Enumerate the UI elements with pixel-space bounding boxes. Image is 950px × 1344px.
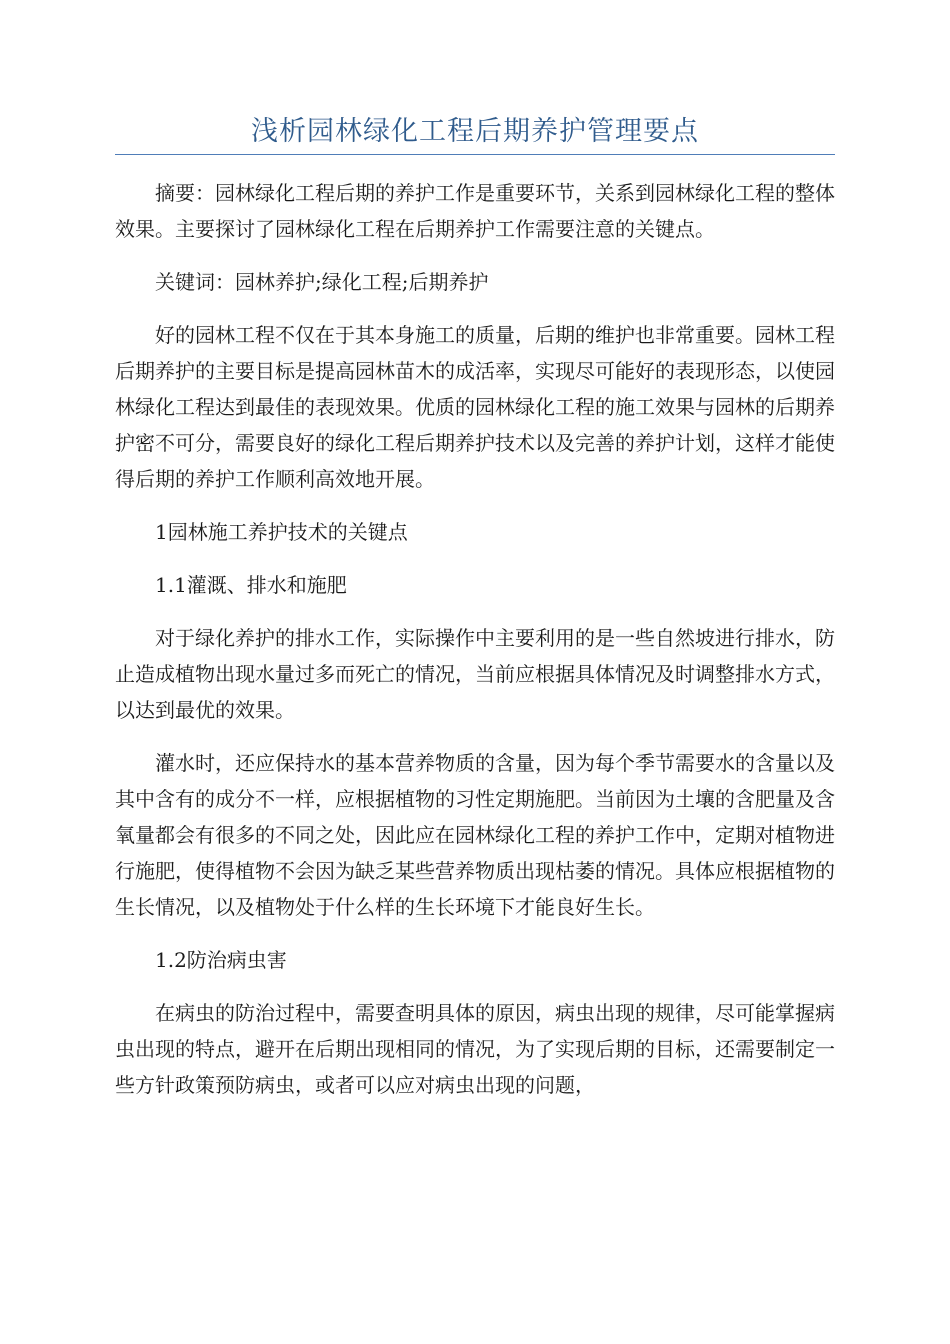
body-paragraph: 对于绿化养护的排水工作，实际操作中主要利用的是一些自然坡进行排水，防止造成植物出现水量过多而死亡的情况，当前应根据具体情况及时调整排水方式，以达到最优的效果。 xyxy=(115,626,835,722)
keywords-paragraph: 关键词：园林养护;绿化工程;后期养护 xyxy=(155,270,489,294)
subsection-heading-1-1: 1.1灌溉、排水和施肥 xyxy=(155,573,347,597)
abstract-paragraph: 摘要：园林绿化工程后期的养护工作是重要环节，关系到园林绿化工程的整体效果。主要探讨了园林绿化工程在后期养护工作需要注意的关键点。 xyxy=(115,181,835,241)
body-paragraph: 灌水时，还应保持水的基本营养物质的含量，因为每个季节需要水的含量以及其中含有的成分不一样，应根据植物的习性定期施肥。当前因为土壤的含肥量及含氧量都会有很多的不同之处，因此应在园林绿化工程的养护工作中，定期对植物进行施肥，使得植物不会因为缺乏某些营养物质出现枯萎的情况。具体应根据植物的生长情况，以及植物处于什么样的生长环境下才能良好生长。 xyxy=(115,751,835,919)
subsection-heading-1-2: 1.2防治病虫害 xyxy=(155,948,287,972)
title-underline xyxy=(115,154,835,155)
body-paragraph: 在病虫的防治过程中，需要查明具体的原因，病虫出现的规律，尽可能掌握病虫出现的特点，避开在后期出现相同的情况，为了实现后期的目标，还需要制定一些方针政策预防病虫，或者可以应对病虫出现的问题， xyxy=(115,1001,835,1097)
intro-paragraph: 好的园林工程不仅在于其本身施工的质量，后期的维护也非常重要。园林工程后期养护的主要目标是提高园林苗木的成活率，实现尽可能好的表现形态，以使园林绿化工程达到最佳的表现效果。优质的园林绿化工程的施工效果与园林的后期养护密不可分，需要良好的绿化工程后期养护技术以及完善的养护计划，这样才能使得后期的养护工作顺利高效地开展。 xyxy=(115,323,835,491)
document-title: 浅析园林绿化工程后期养护管理要点 xyxy=(251,116,699,147)
section-heading-1: 1园林施工养护技术的关键点 xyxy=(155,520,408,544)
document-body xyxy=(115,175,835,1120)
